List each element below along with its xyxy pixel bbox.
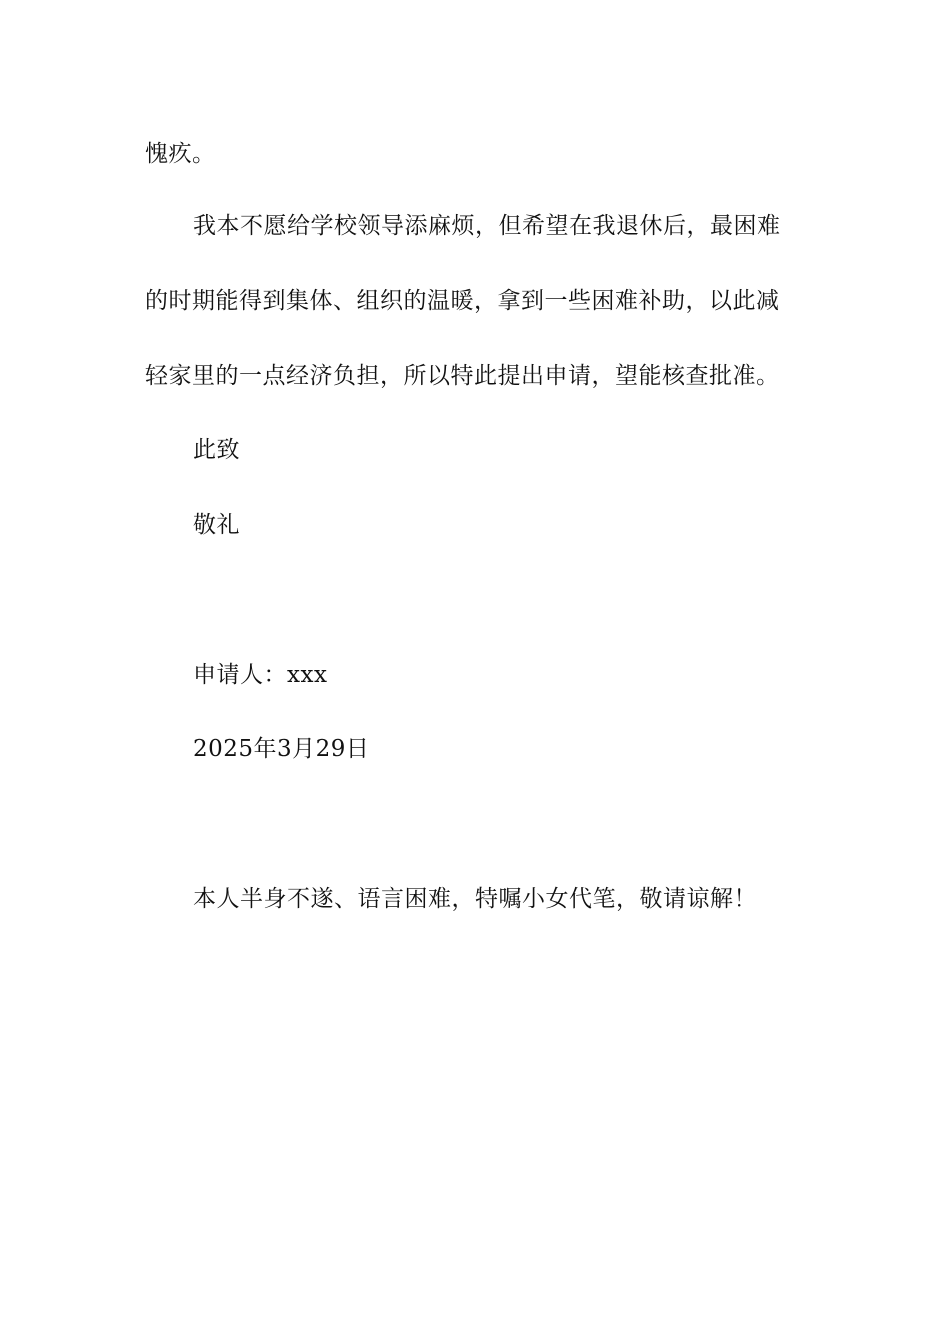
proxy-note: 本人半身不遂、语言困难，特嘱小女代笔，敬请谅解！ (193, 886, 757, 912)
application-date: 2025年3月29日 (193, 736, 370, 762)
paragraph-line: 轻家里的一点经济负担，所以特此提出申请，望能核查批准。 (145, 363, 780, 389)
paragraph-ending: 愧疚。 (145, 141, 216, 167)
closing-salutation: 此致 (193, 437, 240, 463)
paragraph-line: 我本不愿给学校领导添麻烦，但希望在我退休后，最困难 (193, 213, 781, 239)
applicant-signature: 申请人：xxx (193, 662, 328, 688)
paragraph-line: 的时期能得到集体、组织的温暖，拿到一些困难补助，以此减 (145, 288, 780, 314)
closing-regards: 敬礼 (193, 512, 240, 538)
